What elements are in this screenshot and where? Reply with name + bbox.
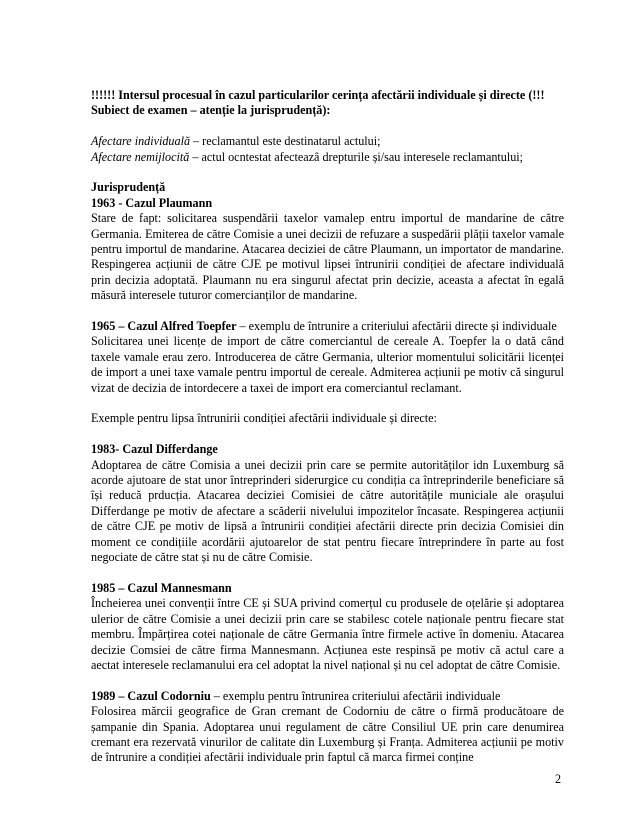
case-codorniu-title: 1989 – Cazul Codorniu <box>91 688 211 703</box>
definition-nemijlocita-text: – actul ocntestat afecteazâ drepturile și/sau interesele reclamantului; <box>189 149 524 164</box>
main-heading-line-2: Subiect de examen – atenție la jurisprudență): <box>91 103 331 118</box>
case-toepfer-title: 1965 – Cazul Alfred Toepfer <box>91 319 237 334</box>
case-codorniu-body: Folosirea mărcii geografice de Gran cremant de Codorniu de către o firmă producătoare de șampanie din Spania. Adoptarea unui regulament de către Consiliul UE prin care denumirea cremant era rezervată vinurilor de calitate din Luxemburg și Franța. Admiterea acțiunii pe motiv de întrunire a condiției afectării individuale prin faptul că marca firmei conține <box>91 704 564 765</box>
main-heading-line-1: !!!!!! Intersul procesual în cazul particularilor cerința afectării individuale și directe (!!! <box>91 88 545 102</box>
case-codorniu-header <box>91 689 564 704</box>
case-mannesmann-body: Încheierea unei convenții între CE și SUA privind comerțul cu produsele de oțelărie și adoptarea ulerior de către Comisie a unei decizii prin care se stabilesc cotele naționale pentru fiecare stat membru. Împărțirea cotei naționale de către Germania între firmele active în domeniu. Atacarea decizie Comsiei de către firma Mannesmann. Acțiunea este respinsă pe motiv că actul care a aectat interesele reclamanului era cel adoptat la nivel național și nu cel adoptat de către Comisie. <box>91 596 564 672</box>
case-plaumann-body: Stare de fapt: solicitarea suspendării taxelor vamalep entru importul de mandarine de către Germania. Emiterea de către Comisie a unei decizii de refuzare a suspedării plății taxelor vamale pentru importul de mandarine. Atacarea deciziei de către Plaumann, un importator de mandarine. Respingerea acțiunii de către CJE pe motivul lipsei întrunirii condiției de afectare individuală prin decizia adoptată. Plaumann nu era singurul afectat prin decizie, aceasta a afectat în egală măsură interesele tuturor comercianților de mandarine. <box>91 211 564 303</box>
definition-individuala-text: – reclamantul este destinatarul actului; <box>190 134 381 149</box>
case-plaumann-title: 1963 - Cazul Plaumann <box>91 195 213 210</box>
document-body <box>91 88 564 766</box>
page-number: 2 <box>555 772 562 786</box>
case-codorniu-subtitle: – exemplu pentru întrunirea criteriului afectării individuale <box>210 688 501 703</box>
case-differdange-body: Adoptarea de către Comisia a unei decizii prin care se permite autorităților idn Luxemburg să acorde ajutoare de stat unor întreprinderi siderurgice cu condiția ca întreprinderile beneficiare să își reducă prducția. Atacarea deciziei Comisiei de către autoritățile municiale ale orașului Differdange pe motiv de afectare a scăderii nivelului impozitelor încasate. Respingerea acțiunii de către CJE pe motiv de lipsă a întrunirii condiției afectării directe prin decizia Comisiei din moment ce condițiile acordării ajutoarelor de stat pentru fiecare întreprindere în parte au fost negociate de către stat și nu de către Comisie. <box>91 457 564 565</box>
definitions-block <box>91 134 564 165</box>
main-heading <box>91 88 564 119</box>
exemple-lipsa-heading: Exemple pentru lipsa întrunirii condiției afectării individuale și directe: <box>91 411 437 426</box>
case-toepfer-header <box>91 319 564 334</box>
case-differdange-title: 1983- Cazul Differdange <box>91 442 218 457</box>
case-toepfer-body: Solicitarea unei licențe de import de către comerciantul de cereale A. Toepfer la o dată când taxele vamale erau zero. Introducerea de către Germania, ulterior momentului solicitării licenței de import a unei taxe vamale pentru importul de cereale. Admiterea acțiunii pe motiv că singurul vizat de decizia de intordecere a taxei de import era comerciantul reclamant. <box>91 334 564 395</box>
case-mannesmann-title: 1985 – Cazul Mannesmann <box>91 580 232 595</box>
case-toepfer-subtitle: – exemplu de întrunire a criteriului afectării directe și individuale <box>236 319 557 334</box>
definition-nemijlocita-term: Afectare nemijlocită <box>91 149 190 164</box>
definition-individuala-term: Afectare individuală <box>91 134 191 149</box>
jurisprudenta-heading: Jurisprudență <box>91 180 166 195</box>
